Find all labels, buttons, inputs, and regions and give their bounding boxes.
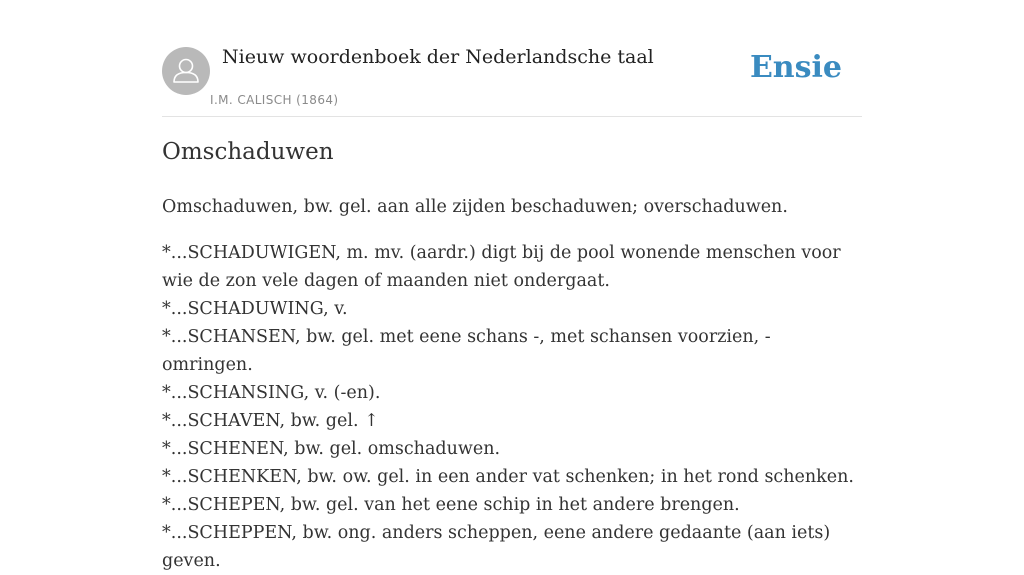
headword-title: Omschaduwen bbox=[162, 139, 334, 165]
list-item: *...SCHENKEN, bw. ow. gel. in een ander vat schenken; in het rond schenken. bbox=[162, 467, 854, 487]
list-item: *...SCHAVEN, bw. gel. ↑ bbox=[162, 411, 379, 431]
list-item: *...SCHANSEN, bw. gel. met eene schans -, met schansen voorzien, - omringen. bbox=[162, 327, 771, 375]
list-item: *...SCHEPPEN, bw. ong. anders scheppen, eene andere gedaante (aan iets) geven. bbox=[162, 523, 831, 571]
definition-text: Omschaduwen, bw. gel. aan alle zijden beschaduwen; overschaduwen. bbox=[162, 197, 788, 217]
avatar-graphic bbox=[162, 47, 210, 95]
list-item: *...SCHEPEN, bw. gel. van het eene schip in het andere brengen. bbox=[162, 495, 740, 515]
list-item: *...SCHENEN, bw. gel. omschaduwen. bbox=[162, 439, 501, 459]
source-header bbox=[162, 44, 862, 117]
related-entries-list bbox=[162, 239, 862, 575]
list-item: *...SCHADUWIGEN, m. mv. (aardr.) digt bij de pool wonende menschen voor wie de zon vele dagen of maanden niet ondergaat. bbox=[162, 243, 841, 291]
book-title[interactable]: Nieuw woordenboek der Nederlandsche taal bbox=[222, 46, 654, 68]
list-item: *...SCHADUWING, v. bbox=[162, 299, 348, 319]
ensie-logo-link[interactable]: Ensie bbox=[749, 50, 842, 85]
user-silhouette-icon bbox=[162, 47, 210, 95]
book-author[interactable]: I.M. CALISCH (1864) bbox=[210, 93, 339, 107]
list-item: *...SCHANSING, v. (-en). bbox=[162, 383, 381, 403]
